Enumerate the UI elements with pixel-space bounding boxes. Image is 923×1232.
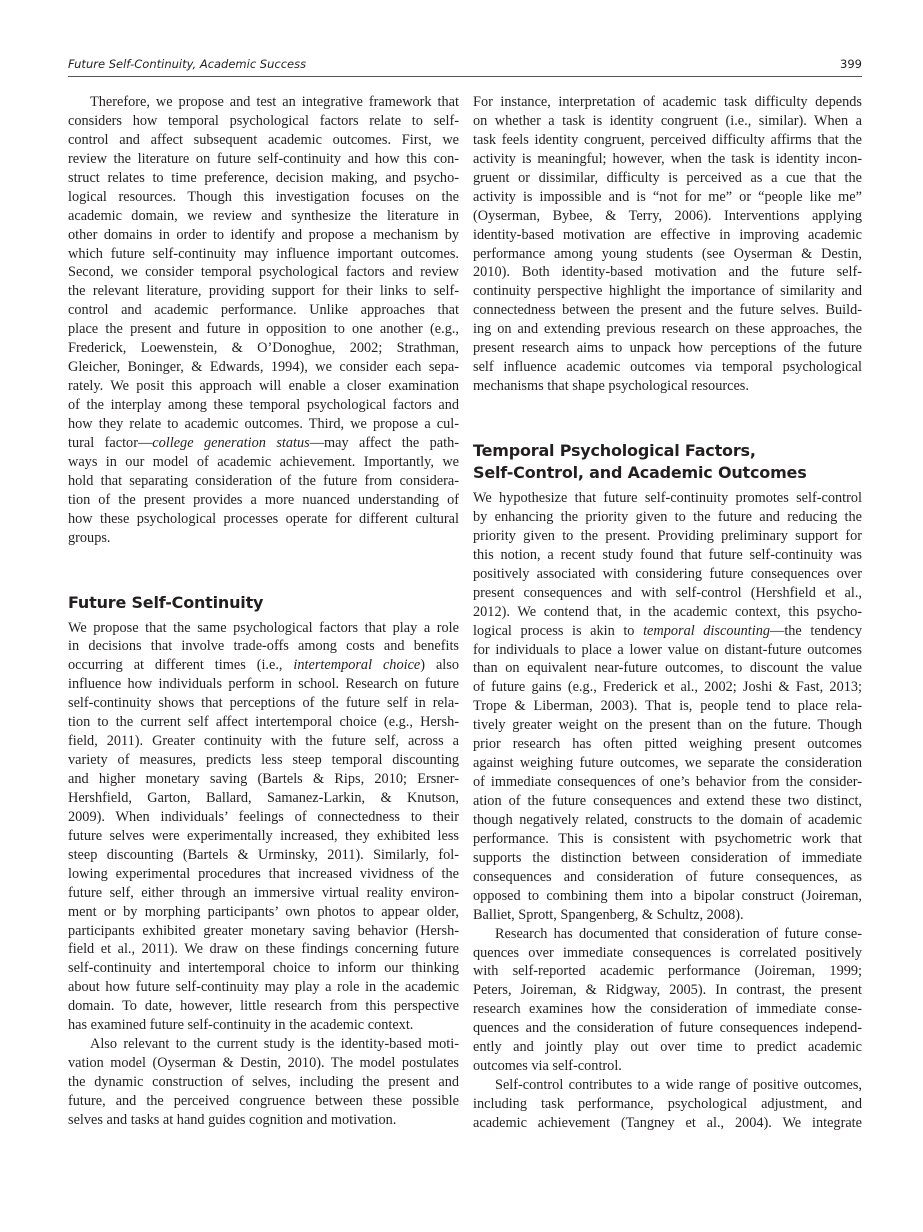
text-line: field, 2011). Greater continuity with the future self, across a: [68, 733, 459, 750]
text-line: place the present and future in opposition to one another (e.g.,: [68, 321, 459, 338]
text-line: 2012). We contend that, in the academic context, this psycho-: [473, 603, 862, 620]
text-line: quences over immediate consequences is correlated positively: [473, 944, 862, 961]
text-line: present consequences and with self-control (Hershfield et al.,: [473, 584, 862, 601]
heading-line: Temporal Psychological Factors,: [473, 441, 756, 460]
text-line: Balliet, Sprott, Spangenberg, & Schultz, 2008).: [473, 906, 744, 923]
text-line: activity is impossible and is “not for me” or “people like me”: [473, 188, 862, 205]
text-line: self-continuity shows that perceptions of the future self in rela-: [68, 695, 459, 712]
text-line: Hershfield, Garton, Ballard, Samanez-Larkin, & Knutson,: [68, 789, 459, 806]
paragraph: [473, 925, 862, 1077]
text-line: performance among young students (see Oyserman & Destin,: [473, 245, 862, 262]
text-line: the dynamic construction of selves, including the present and: [68, 1074, 459, 1090]
text-line: on whether a task is identity congruent (i.e., similar). When a: [473, 112, 862, 129]
text-line: quences and the consideration of future consequences independ-: [473, 1020, 862, 1037]
text-line: mechanisms that shape psychological resources.: [473, 378, 749, 395]
section-heading: [68, 592, 459, 614]
paragraph: [473, 489, 862, 925]
text-line: rately. We posit this approach will enable a closer examination: [68, 378, 459, 395]
text-segment: tural factor—: [68, 434, 153, 451]
paragraph: [473, 1076, 862, 1133]
text-line: domain. To date, however, little research from this perspective: [68, 998, 459, 1015]
text-line: considers how temporal psychological factors relate to self-: [68, 112, 459, 129]
paragraph: [68, 93, 459, 548]
text-line: vation model (Oyserman & Destin, 2010). The model postulates: [68, 1055, 459, 1072]
text-line: ment or by morphing participants’ own photos to appear older,: [68, 903, 459, 920]
text-line: identity-based motivation are effective in improving academic: [473, 226, 862, 243]
text-line: for individuals to place a lower value on distant-future outcomes: [473, 641, 862, 658]
text-segment: ) also: [420, 657, 459, 674]
text-line: self-continuity and intertemporal choice to inform our thinking: [68, 960, 459, 977]
text-line: Also relevant to the current study is the identity-based moti-: [90, 1036, 459, 1053]
text-line: selves and tasks at hand guides cognition and motivation.: [68, 1111, 397, 1128]
heading-line: Self-Control, and Academic Outcomes: [473, 463, 807, 482]
text-segment: occurring at different times (i.e.,: [68, 657, 294, 674]
text-line: Second, we consider temporal psychological factors and review: [68, 264, 459, 281]
text-line: supports the distinction between consideration of immediate: [473, 849, 862, 866]
text-line: future self, either through an immersive virtual reality environ-: [68, 884, 459, 901]
text-line: academic domain, we review and synthesize the literature in: [68, 207, 459, 224]
text-line: lowing experimental procedures that increased vividness of the: [68, 865, 459, 882]
text-line: control and affect subsequent academic outcomes. First, we: [68, 131, 459, 148]
text-line: than on equivalent near-future outcomes, to discount the value: [473, 660, 862, 677]
text-line: against weighing future outcomes, we separate the consideration: [473, 755, 862, 772]
text-line: about how future self-continuity may play a role in the academic: [68, 979, 459, 996]
text-line: research examines how the consideration of immediate conse-: [473, 1001, 862, 1018]
text-line: struct relates to time preference, decision making, and psycho-: [68, 169, 459, 186]
italic-term: intertemporal choice: [293, 657, 421, 674]
text-line: continuity perspective highlight the importance of similarity and: [473, 283, 862, 300]
text-line: including task performance, psychological adjustment, and: [473, 1096, 862, 1112]
text-line: ing on and extending previous research on these approaches, the: [473, 321, 862, 338]
italic-term: temporal discounting: [643, 622, 771, 639]
heading-line: Future Self-Continuity: [68, 592, 264, 612]
text-line: Self-control contributes to a wide range of positive outcomes,: [495, 1077, 862, 1094]
text-line: [68, 434, 459, 453]
text-line: gruent or dissimilar, difficulty is perceived as a cue that the: [473, 169, 862, 186]
paragraph: [473, 93, 862, 396]
text-line: prior research has often pitted weighing present outcomes: [473, 736, 862, 753]
text-line: tively greater weight on the present than on the future. Though: [473, 717, 862, 734]
text-line: self influence academic outcomes via temporal psychological: [473, 359, 862, 376]
text-line: opposed to combining them into a bipolar construct (Joireman,: [473, 887, 862, 904]
text-line: other domains in order to identify and propose a mechanism by: [68, 226, 459, 243]
text-line: [473, 622, 862, 641]
text-line: logical resources. Though this investigation focuses on the: [68, 188, 459, 205]
text-line: 2010). Both identity-based motivation and the future self-: [473, 264, 862, 281]
text-line: has examined future self-continuity in the academic context.: [68, 1017, 414, 1034]
text-line: of future gains (e.g., Frederick et al., 2002; Joshi & Fast, 2013;: [473, 679, 862, 696]
running-head: [68, 56, 862, 77]
text-line: ways in our model of academic achievement. Importantly, we: [68, 453, 459, 470]
text-line: outcomes via self-control.: [473, 1058, 622, 1075]
section-heading: [473, 440, 862, 484]
right-column: [473, 93, 862, 1133]
text-line: of the interplay among these temporal psychological factors and: [68, 397, 459, 413]
text-line: [68, 656, 459, 675]
text-line: review the literature on future self-continuity and how this con-: [68, 150, 459, 167]
text-line: We propose that the same psychological factors that play a role: [68, 619, 459, 636]
text-line: steep discounting (Bartels & Urminsky, 2011). Similarly, fol-: [68, 846, 459, 863]
page-number: 399: [840, 57, 862, 71]
text-line: consequences and consideration of future consequences, as: [473, 868, 862, 885]
text-line: though negatively related, constructs to the domain of academic: [473, 811, 862, 828]
text-line: Therefore, we propose and test an integrative framework that: [90, 94, 459, 110]
text-line: tion to the current self affect intertemporal choice (e.g., Hersh-: [68, 714, 459, 731]
text-line: variety of measures, predicts less steep temporal discounting: [68, 752, 459, 769]
text-line: control and academic performance. Unlike approaches that: [68, 302, 459, 319]
text-line: performance. This is consistent with psychometric work that: [473, 830, 862, 847]
left-column: [68, 93, 459, 1130]
text-line: academic achievement (Tangney et al., 2004). We integrate: [473, 1114, 862, 1131]
text-line: participants exhibited greater monetary saving behavior (Hersh-: [68, 922, 459, 939]
paragraph: [68, 619, 459, 1036]
text-line: future, and the perceived congruence between these possible: [68, 1092, 459, 1109]
text-line: in decisions that involve trade-offs among costs and benefits: [68, 638, 459, 655]
text-line: and higher monetary saving (Bartels & Rips, 2010; Ersner-: [68, 771, 459, 787]
text-line: Frederick, Loewenstein, & O’Donoghue, 2002; Strathman,: [68, 340, 459, 357]
text-line: 2009). When individuals’ feelings of connectedness to their: [68, 808, 459, 825]
text-line: this notion, a recent study found that future self-continuity was: [473, 546, 862, 563]
text-line: how they relate to academic outcomes. Third, we propose a cul-: [68, 415, 459, 432]
text-line: which future self-continuity may influence important outcomes.: [68, 245, 459, 262]
text-line: with self-reported academic performance (Joireman, 1999;: [473, 963, 862, 980]
text-line: Research has documented that consideration of future conse-: [495, 925, 862, 942]
text-line: field et al., 2011). We draw on these findings concerning future: [68, 941, 459, 958]
text-segment: —may affect the path-: [309, 434, 459, 451]
paragraph: [68, 1035, 459, 1130]
text-line: how these psychological processes operate for different cultural: [68, 510, 459, 527]
text-line: Gleicher, Boninger, & Edwards, 1994), we consider each sepa-: [68, 359, 459, 376]
text-line: Trope & Liberman, 2003). That is, people tend to place rela-: [473, 698, 862, 715]
text-line: groups.: [68, 529, 111, 546]
text-line: priority given to the present. Providing preliminary support for: [473, 527, 862, 544]
text-line: hold that separating consideration of the future from considera-: [68, 472, 459, 489]
text-line: For instance, interpretation of academic task difficulty depends: [473, 94, 862, 110]
text-segment: —the tendency: [770, 622, 862, 639]
text-line: ently and jointly play out over time to predict academic: [473, 1039, 862, 1056]
text-line: future selves were experimentally increased, they exhibited less: [68, 827, 459, 844]
text-line: tion of the present provides a more nuanced understanding of: [68, 491, 459, 508]
text-line: Peters, Joireman, & Ridgway, 2005). In contrast, the present: [473, 982, 862, 999]
text-line: influence how individuals perform in school. Research on future: [68, 676, 459, 693]
text-line: (Oyserman, Bybee, & Terry, 2006). Interventions applying: [473, 207, 862, 224]
italic-term: college generation status: [152, 434, 310, 451]
text-line: positively associated with considering future consequences over: [473, 565, 862, 582]
text-line: task feels identity congruent, perceived difficulty affirms that the: [473, 131, 862, 148]
text-line: present research aims to unpack how perceptions of the future: [473, 340, 862, 357]
text-line: of immediate consequences of one’s behavior from the consider-: [473, 774, 862, 791]
text-line: We hypothesize that future self-continuity promotes self-control: [473, 490, 862, 506]
text-line: ation of the future consequences and extend these two distinct,: [473, 793, 862, 809]
text-line: the relevant literature, providing support for their links to self-: [68, 283, 459, 300]
text-line: activity is meaningful; however, when the task is identity incon-: [473, 150, 862, 167]
running-title: Future Self-Continuity, Academic Success: [68, 57, 307, 71]
text-line: connectedness between the present and the future selves. Build-: [473, 302, 862, 319]
text-segment: logical process is akin to: [473, 622, 644, 639]
text-line: by enhancing the priority given to the future and reducing the: [473, 508, 862, 525]
